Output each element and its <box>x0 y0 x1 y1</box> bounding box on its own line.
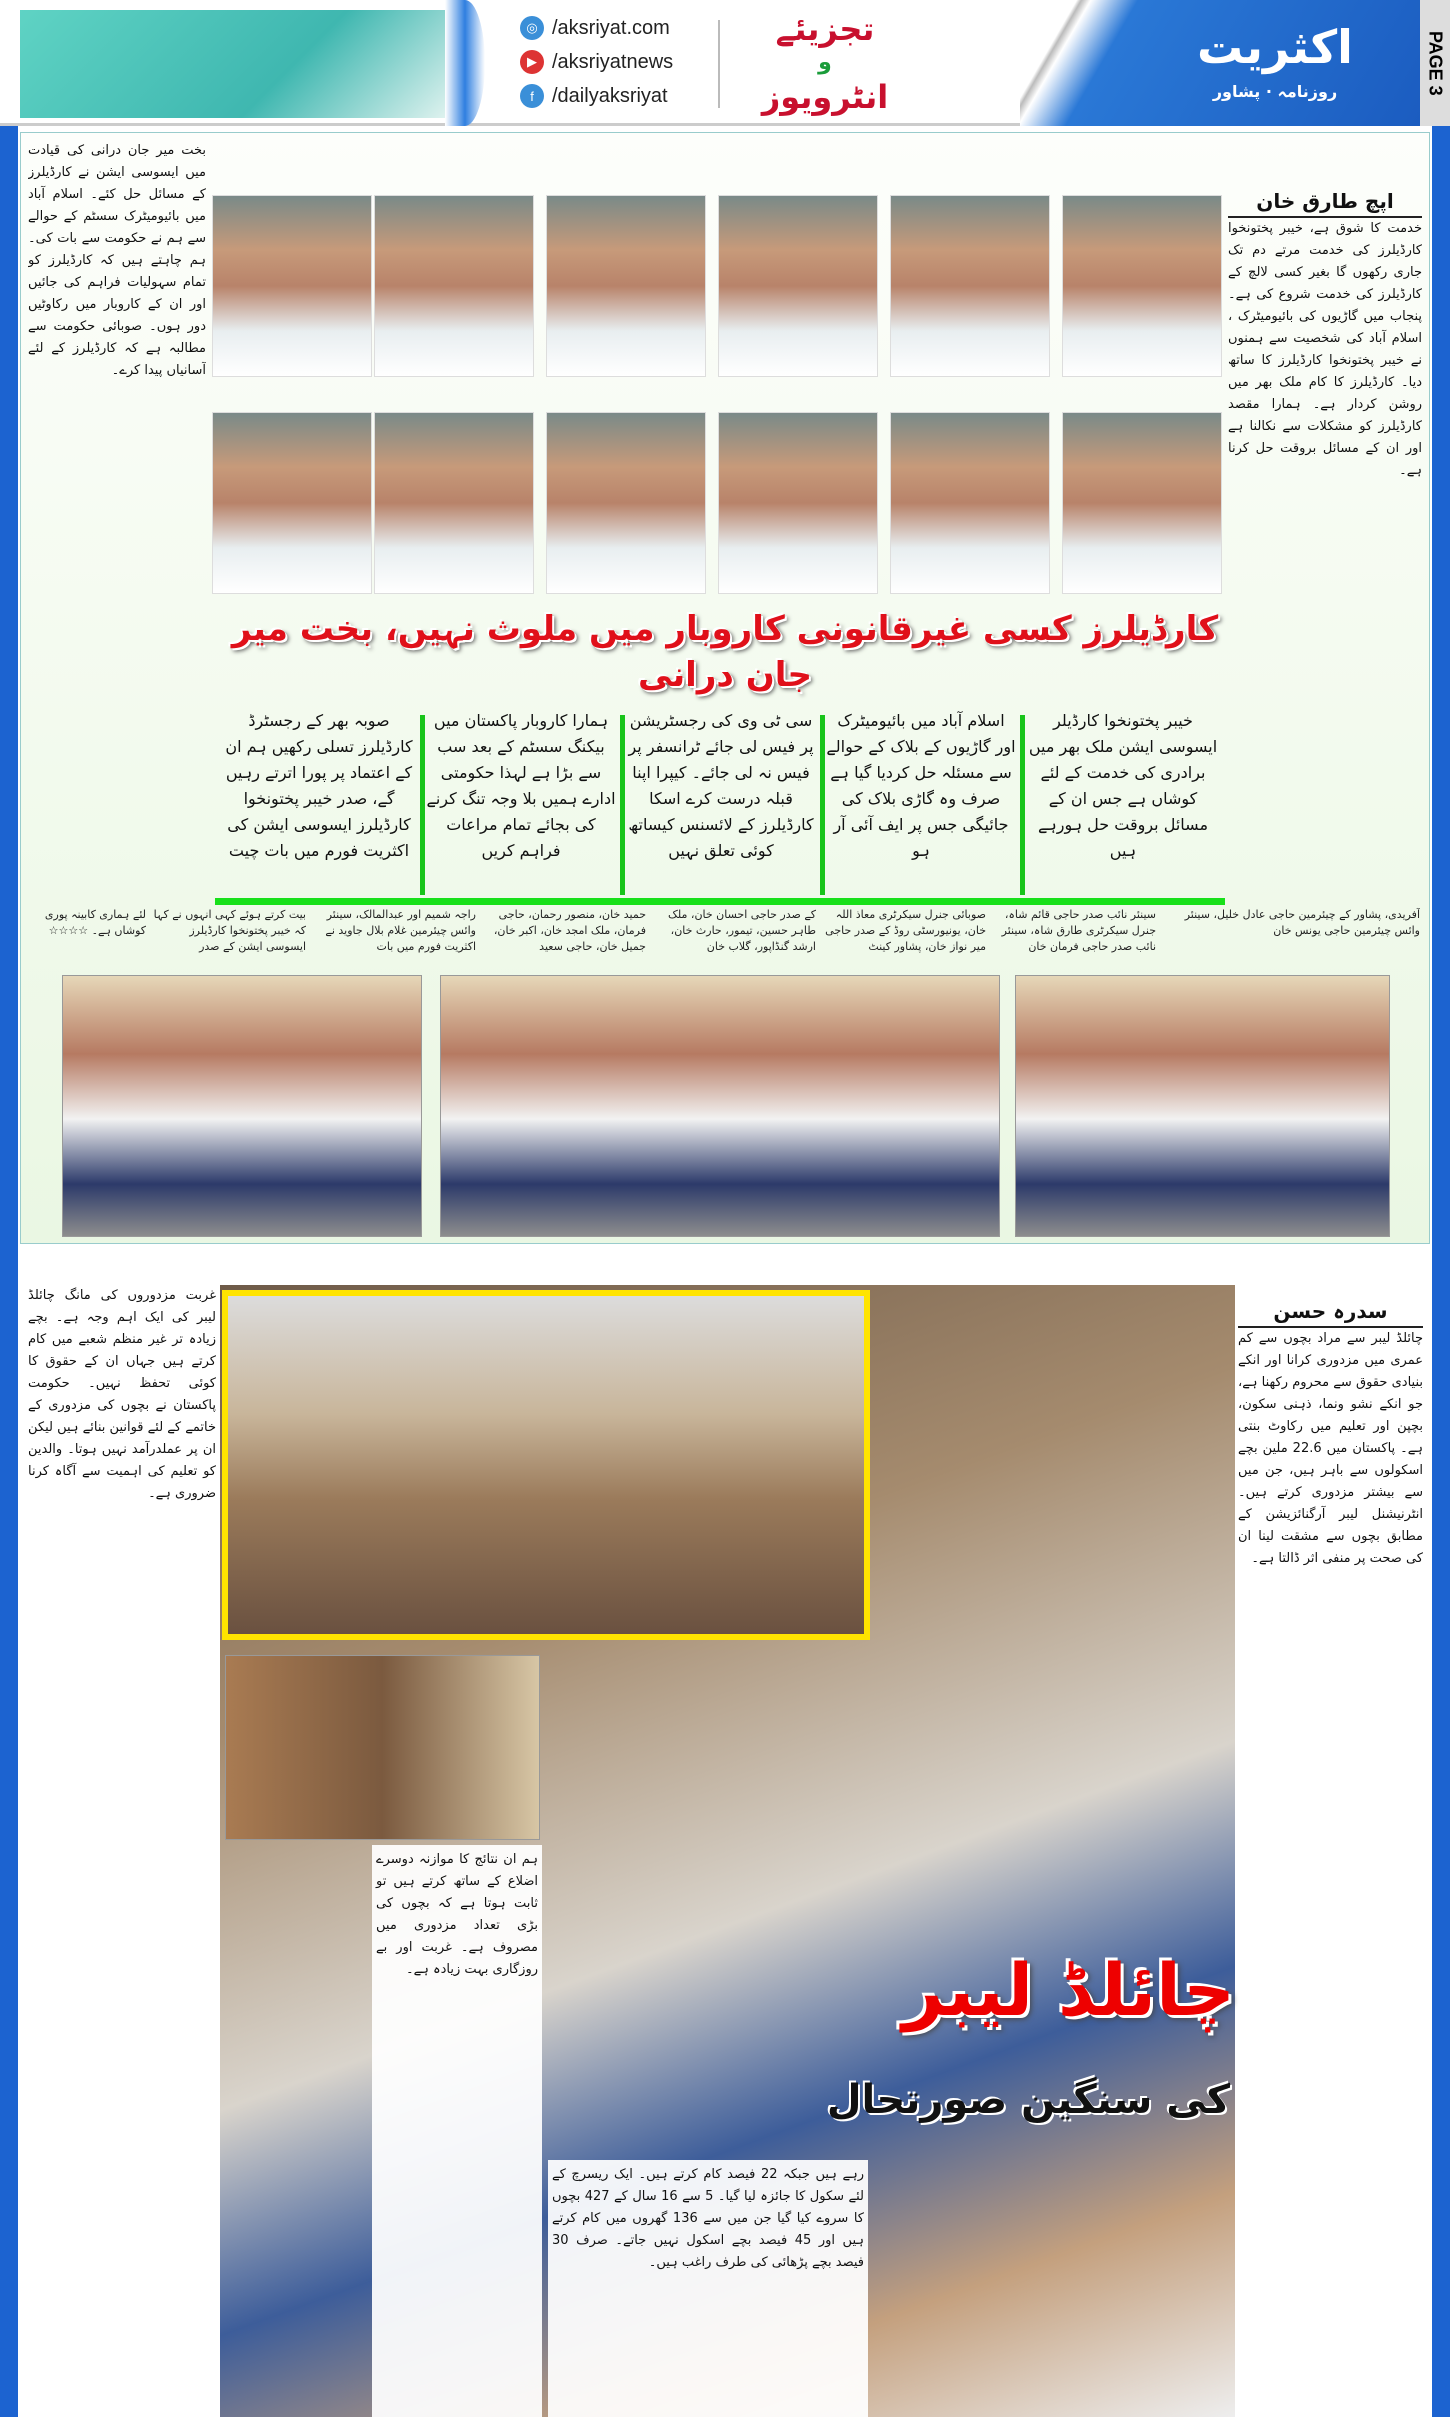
divider <box>1020 715 1025 895</box>
highlight-3: سی ٹی وی کی رجسٹریشن پر فیس لی جائے ٹرانسفر پر فیس نہ لی جائے۔ کیپرا اپنا قبلہ درست کرے اسکا کارڈیلرز کے لائسنس کیساتھ کوئی تعلق نہیں <box>628 711 814 860</box>
highlight-2: اسلام آباد میں بائیومیٹرک اور گاڑیوں کے بلاک کے حوالے سے مسئلہ حل کردیا گیا ہے صرف وہ گاڑی بلاک کی جائیگی جس پر ایف آئی آر ہو <box>826 711 1016 860</box>
section-title-line1: تجزیئے <box>775 10 875 48</box>
article1-byline: اپچ طارق خان <box>1228 190 1422 218</box>
portrait-photo <box>374 195 534 377</box>
portrait-photo <box>546 412 706 594</box>
portrait-photo <box>718 412 878 594</box>
social-youtube-label: /aksriyatnews <box>552 50 674 73</box>
article2-byline: سدرہ حسن <box>1238 1300 1423 1328</box>
caption-line: کے صدر حاجی احسان خان، ملک طاہر حسین، تیمور، حارث خان، ارشد گنڈاپور، گلاب خان <box>668 908 816 953</box>
brick-kiln-child-photo <box>222 1290 870 1640</box>
article2-subheadline: کی سنگین صورتحال <box>826 2077 1230 2123</box>
page-frame-right <box>1432 126 1450 2417</box>
social-website-label: /aksriyat.com <box>552 16 670 39</box>
article2-right-text: چائلڈ لیبر سے مراد بچوں سے کم عمری میں مزدوری کرانا اور انکے بنیادی حقوق سے محروم رکھنا ہے، جو انکے نشو ونما، ذہنی سکون، بچپن اور تعلیم میں رکاوٹ بنتی ہے۔ پاکستان میں 22.6 ملین بچے اسکولوں سے باہر ہیں، جن میں سے بیشتر مزدوری کرتے ہیں۔ انٹرنیشنل لیبر آرگنائزیشن کے مطابق بچوں سے مشقت لینا ان کی صحت پر منفی اثر ڈالتا ہے۔ <box>1238 1331 1423 1566</box>
portrait-photo <box>1062 195 1222 377</box>
page-number: PAGE 3 <box>1420 0 1450 126</box>
header-separator <box>718 20 720 108</box>
caption-line: سینئر نائب صدر حاجی قائم شاہ، جنرل سیکرٹری طارق شاہ، سینئر نائب صدر حاجی فرمان خان <box>1001 908 1156 953</box>
article2-left-column <box>28 1285 216 2415</box>
newspaper-logo: اکثریت روزنامہ · پشاور <box>1197 20 1353 101</box>
caption-line: صوبائی جنرل سیکرٹری معاذ اللہ خان، یونیورسٹی روڈ کے صدر حاجی میر نواز خان، پشاور کینٹ <box>825 908 986 953</box>
logo-text: اکثریت <box>1197 20 1353 74</box>
article2-mid-text-2: رہے ہیں جبکہ 22 فیصد کام کرتے ہیں۔ ایک ریسرچ کے لئے سکول کا جائزہ لیا گیا۔ 5 سے 16 سال کے 427 بچوں کا سروے کیا گیا جن میں سے 136 گھروں میں کام کرتے ہیں اور 45 فیصد بچے اسکول نہیں جاتے۔ صرف 30 فیصد بچے پڑھائی کی طرف راغب ہیں۔ <box>552 2167 865 2270</box>
divider <box>620 715 625 895</box>
globe-icon: ◎ <box>520 16 544 40</box>
portrait-photo <box>546 195 706 377</box>
social-facebook-label: /dailyaksriyat <box>552 84 668 107</box>
caption-line: لئے ہماری کابینہ پوری کوشاں ہے۔ ☆☆☆☆ <box>44 908 146 937</box>
logo-prefix: روزنامہ <box>1277 82 1338 101</box>
logo-city: پشاور <box>1212 82 1261 101</box>
social-website[interactable] <box>520 14 760 42</box>
highlight-4: ہمارا کاروبار پاکستان میں بیکنگ سسٹم کے بعد سب سے بڑا ہے لہذا حکومتی ادارے ہمیں بلا وجہ تنگ کرنے کی بجائے تمام مراعات فراہم کریں <box>426 711 616 860</box>
article2-left-text: غربت مزدوروں کی مانگ چائلڈ لیبر کی ایک اہم وجہ ہے۔ بچے زیادہ تر غیر منظم شعبے میں کام کرتے ہیں جہاں ان کے حقوق کا کوئی تحفظ نہیں۔ حکومت پاکستان نے بچوں کی مزدوری کے خاتمے کے لئے قوانین بنائے ہیں لیکن ان پر عملدرآمد نہیں ہوتا۔ والدین کو تعلیم کی اہمیت سے آگاہ کرنا ضروری ہے۔ <box>28 1288 216 1501</box>
caption-line: آفریدی، پشاور کے چیئرمین حاجی عادل خلیل، سینئر وائس چیئرمین حاجی یونس خان <box>1184 908 1420 937</box>
article1-headline: کارڈیلرز کسی غیرقانونی کاروبار میں ملوث نہیں، بخت میر جان درانی <box>231 609 1219 695</box>
caption-line: بیت کرتے ہوئے کہی انہوں نے کہا کہ خیبر پختونخوا کارڈیلرز ایسوسی ایشن کے صدر <box>153 908 306 953</box>
article2-mid-column-2 <box>548 2160 868 2417</box>
portrait-photo <box>212 412 372 594</box>
masthead <box>0 0 1450 126</box>
article2-headline: چائلڈ لیبر <box>902 1948 1235 2032</box>
caption-line: حمید خان، منصور رحمان، حاجی فرمان، ملک امجد خان، اکبر خان، جمیل خان، حاجی سعید <box>493 908 646 953</box>
facebook-icon: f <box>520 84 544 108</box>
portrait-photo <box>212 195 372 377</box>
green-rule <box>215 898 1225 905</box>
portrait-photo <box>890 195 1050 377</box>
group-photo-award-3 <box>1015 975 1390 1237</box>
portrait-photo <box>1062 412 1222 594</box>
section-title-line2: انٹرویوز <box>761 78 889 116</box>
caption-line: راجہ شمیم اور عبدالمالک، سینئر وائس چیئرمین غلام بلال جاوید نے اکثریت فورم میں بات <box>325 908 476 953</box>
social-facebook[interactable] <box>520 82 760 110</box>
group-photo-award-1 <box>62 975 422 1237</box>
header-illustration <box>20 10 460 118</box>
article2-mid-column-1 <box>372 1845 542 2417</box>
youtube-icon: ▶ <box>520 50 544 74</box>
portrait-photo <box>374 412 534 594</box>
divider <box>420 715 425 895</box>
highlight-5: صوبہ بھر کے رجسٹرڈ کارڈیلرز تسلی رکھیں ہم ان کے اعتماد پر پورا اترتے رہیں گے، صدر خیبر پختونخوا کارڈیلرز ایسوسی ایشن کی اکثریت فورم میں بات چیت <box>225 711 413 860</box>
group-photo-award-2 <box>440 975 1000 1237</box>
header-divider-curve <box>445 0 485 126</box>
article1-left-text: بخت میر جان درانی کی قیادت میں ایسوسی ایشن نے کارڈیلرز کے مسائل حل کئے۔ اسلام آباد میں بائیومیٹرک سسٹم کے حوالے سے ہم نے حکومت سے بات کی۔ ہم چاہتے ہیں کہ کارڈیلرز کو تمام سہولیات فراہم کی جائیں اور ان کے کاروبار میں رکاوٹیں دور ہوں۔ صوبائی حکومت سے مطالبہ ہے کہ کارڈیلرز کے لئے آسانیاں پیدا کرے۔ <box>28 143 206 378</box>
highlight-1: خیبر پختونخوا کارڈیلر ایسوسی ایشن ملک بھر میں برادری کی خدمت کے لئے کوشاں ہے جس ان کے مسائل بروقت حل ہورہے ہیں <box>1028 711 1218 860</box>
article1-right-text: خدمت کا شوق ہے، خیبر پختونخوا کارڈیلرز کی خدمت مرتے دم تک جاری رکھوں گا بغیر کسی لالچ کے کارڈیلرز کی خدمت شروع کی ہے۔ پنجاب میں گاڑیوں کی بائیومیٹرک ، اسلام آباد کی شخصیت سے ہمنوں نے خیبر پختونخوا کارڈیلرز کا ساتھ دیا۔ کارڈیلرز کا کام ملک بھر میں روشن کردار ہے۔ ہمارا مقصد کارڈیلرز کو مشکلات سے نکالنا ہے اور ان کے مسائل بروقت حل کرنا ہے۔ <box>1228 221 1422 478</box>
page-frame-left <box>0 126 18 2417</box>
article2-mid-text-1: ہم ان نتائج کا موازنہ دوسرے اضلاع کے ساتھ کرتے ہیں تو ثابت ہوتا ہے کہ بچوں کی بڑی تعداد مزدوری میں مصروف ہے۔ غربت اور بے روزگاری بہت زیادہ ہے۔ <box>376 1852 538 1977</box>
section-title <box>735 8 915 120</box>
social-youtube[interactable] <box>520 48 760 76</box>
portrait-photo <box>718 195 878 377</box>
article2-right-column <box>1238 1300 1423 2417</box>
article1-left-column <box>28 140 206 900</box>
wheelbarrow-children-photo <box>225 1655 540 1840</box>
section-title-and: و <box>818 50 832 75</box>
divider <box>820 715 825 895</box>
portrait-photo <box>890 412 1050 594</box>
